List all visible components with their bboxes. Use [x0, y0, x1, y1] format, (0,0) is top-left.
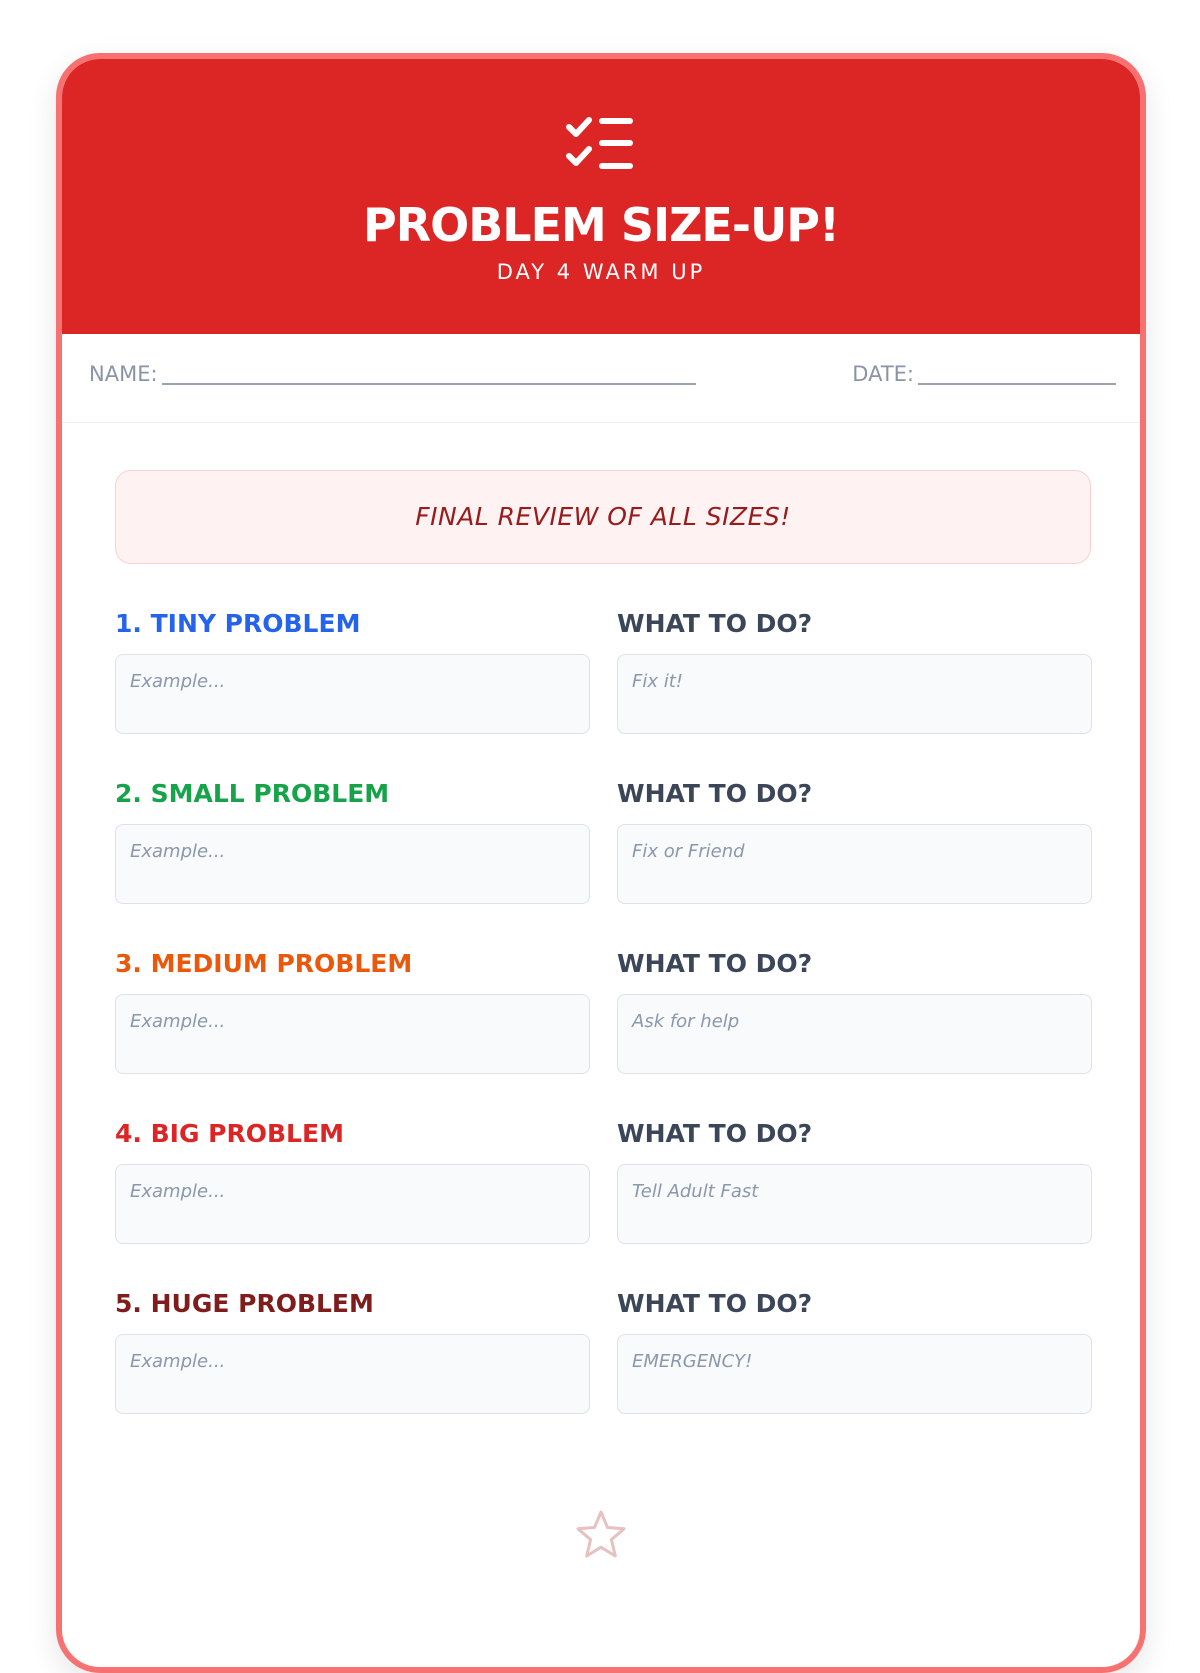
action-input[interactable]: Fix or Friend	[617, 824, 1092, 904]
action-label: WHAT TO DO?	[617, 949, 813, 978]
action-label: WHAT TO DO?	[617, 1289, 813, 1318]
example-input[interactable]: Example...	[115, 654, 590, 734]
date-label: DATE:	[852, 362, 914, 386]
action-label: WHAT TO DO?	[617, 1119, 813, 1148]
problem-row-huge	[115, 1289, 1091, 1429]
name-line[interactable]	[162, 383, 696, 385]
problem-label: 2. SMALL PROBLEM	[115, 779, 390, 808]
problem-label: 4. BIG PROBLEM	[115, 1119, 344, 1148]
date-field[interactable]	[852, 362, 1116, 386]
date-line[interactable]	[918, 383, 1116, 385]
action-label: WHAT TO DO?	[617, 609, 813, 638]
name-date-row	[62, 334, 1140, 423]
worksheet-title: PROBLEM SIZE-UP!	[363, 198, 839, 252]
problem-row-medium	[115, 949, 1091, 1089]
problem-label: 3. MEDIUM PROBLEM	[115, 949, 413, 978]
checklist-icon	[566, 115, 636, 173]
review-banner: FINAL REVIEW OF ALL SIZES!	[115, 470, 1091, 564]
name-label: NAME:	[89, 362, 158, 386]
worksheet-card	[56, 53, 1146, 1673]
problem-row-big	[115, 1119, 1091, 1259]
name-field[interactable]	[89, 362, 696, 386]
action-input[interactable]: Tell Adult Fast	[617, 1164, 1092, 1244]
action-input[interactable]: Ask for help	[617, 994, 1092, 1074]
star-icon	[574, 1509, 628, 1561]
example-input[interactable]: Example...	[115, 994, 590, 1074]
worksheet-subtitle: DAY 4 WARM UP	[496, 260, 706, 284]
example-input[interactable]: Example...	[115, 824, 590, 904]
problem-row-tiny	[115, 609, 1091, 749]
problem-row-small	[115, 779, 1091, 919]
example-input[interactable]: Example...	[115, 1334, 590, 1414]
worksheet-header	[62, 59, 1140, 334]
action-label: WHAT TO DO?	[617, 779, 813, 808]
action-input[interactable]: Fix it!	[617, 654, 1092, 734]
problem-label: 5. HUGE PROBLEM	[115, 1289, 374, 1318]
example-input[interactable]: Example...	[115, 1164, 590, 1244]
problem-label: 1. TINY PROBLEM	[115, 609, 361, 638]
action-input[interactable]: EMERGENCY!	[617, 1334, 1092, 1414]
